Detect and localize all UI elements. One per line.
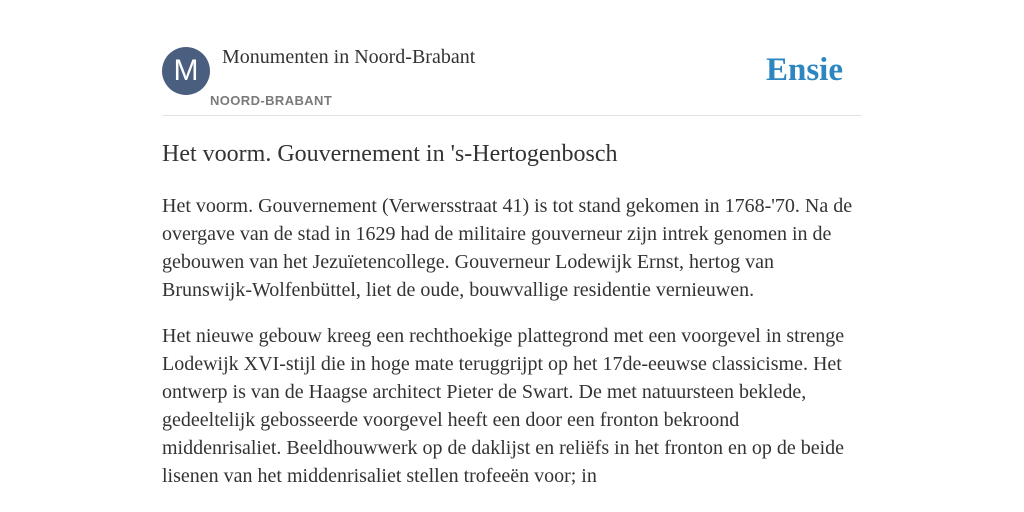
article-title: Het voorm. Gouvernement in 's-Hertogenbosch (162, 141, 618, 167)
brand-logo[interactable]: Ensie (765, 52, 843, 88)
header-divider (162, 115, 862, 116)
category-link[interactable]: NOORD-BRABANT (210, 93, 333, 108)
article-paragraph-1: Het voorm. Gouvernement (Verwersstraat 41) is tot stand gekomen in 1768-'70. Na de overgave van de stad in 1629 had de militaire gouverneur zijn intrek genomen in de gebouwen van het Jezuïetencollege. Gouverneur Lodewijk Ernst, hertog van Brunswijk-Wolfenbüttel, liet de oude, bouwvallige residentie vernieuwen. (162, 195, 853, 301)
article (162, 136, 862, 508)
site-avatar[interactable]: M (162, 47, 210, 95)
site-header (162, 44, 862, 116)
site-title-link[interactable]: Monumenten in Noord-Brabant (222, 46, 476, 68)
article-paragraph-2: Het nieuwe gebouw kreeg een rechthoekige plattegrond met een voorgevel in strenge Lodewijk XVI-stijl die in hoge mate teruggrijpt op het 17de-eeuwse classicisme. Het ontwerp is van de Haagse architect Pieter de Swart. De met natuursteen beklede, gedeeltelijk gebosseerde voorgevel heeft een door een fronton bekroond middenrisaliet. Beeldhouwwerk op de daklijst en reliëfs in het fronton en op de beide lisenen van het middenrisaliet stellen trofeeën voor; in (162, 325, 845, 487)
